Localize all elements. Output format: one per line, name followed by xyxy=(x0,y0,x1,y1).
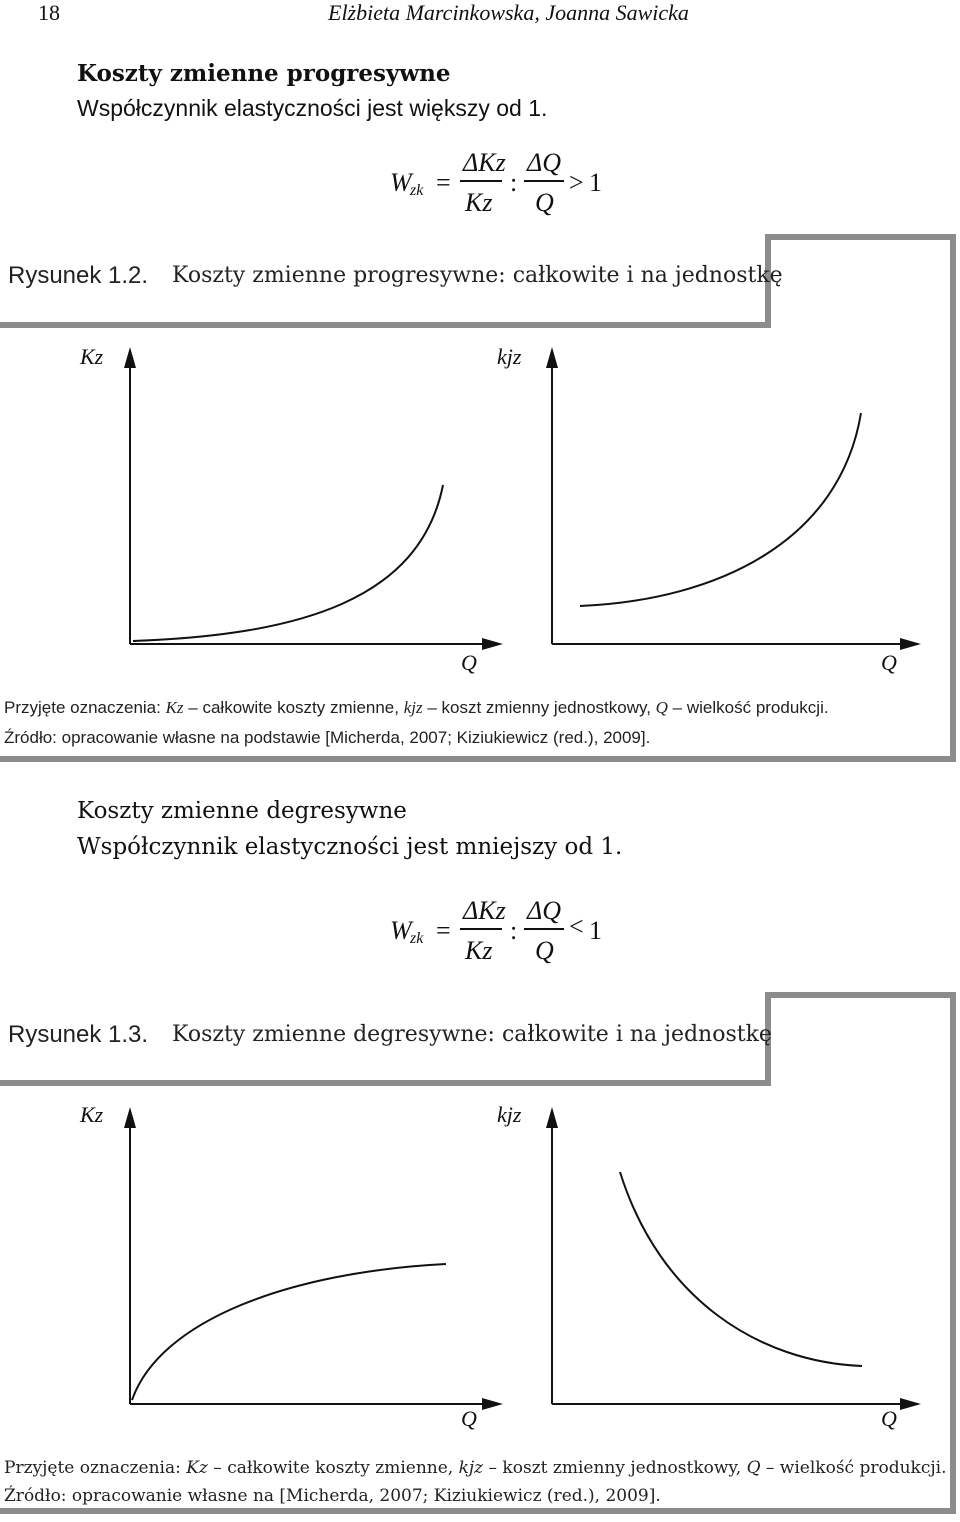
formula-den1: Kz xyxy=(465,188,493,217)
formula-den2: Q xyxy=(535,936,554,965)
notes-desc-kz: – całkowite koszty zmienne, xyxy=(207,1458,459,1478)
axis-label-kjz: kjz xyxy=(497,1102,522,1127)
x-axis-arrow xyxy=(482,1398,503,1410)
figure-source-1-2: Źródło: opracowanie własne na podstawie [Micherda, 2007; Kiziukiewicz (red.), 2009]. xyxy=(4,728,651,747)
figure-label-1-2: Rysunek 1.2. xyxy=(8,262,149,289)
formula-lhs: W xyxy=(390,916,412,945)
formula-lhs-sub: zk xyxy=(410,930,424,947)
axis-label-q: Q xyxy=(461,650,477,675)
formula-rhs: 1 xyxy=(589,168,602,197)
formula-rel: > xyxy=(569,168,584,197)
axis-label-kz: Kz xyxy=(80,344,104,369)
formula-num1: ΔKz xyxy=(463,148,506,177)
notes-desc-q: – wielkość produkcji. xyxy=(760,1458,947,1478)
axis-label-kz: Kz xyxy=(80,1102,104,1127)
axis-label-kjz: kjz xyxy=(497,344,522,369)
figure-label-1-3: Rysunek 1.3. xyxy=(8,1021,149,1048)
section-title-degressive: Koszty zmienne degresywne xyxy=(77,798,407,824)
formula-lhs: W xyxy=(390,168,412,197)
notes-desc-kjz: – koszt zmienny jednostkowy, xyxy=(422,698,656,717)
notes-prefix: Przyjęte oznaczenia: xyxy=(4,1458,187,1478)
notes-desc-kjz: – koszt zmienny jednostkowy, xyxy=(483,1458,747,1478)
notes-symbol-q: Q xyxy=(746,1458,761,1478)
notes-prefix: Przyjęte oznaczenia: xyxy=(4,698,166,717)
figure-source-1-3: Źródło: opracowanie własne na [Micherda, 2007; Kiziukiewicz (red.), 2009]. xyxy=(4,1486,661,1506)
formula-eq: = xyxy=(436,916,451,945)
axis-label-q: Q xyxy=(881,650,897,675)
formula-num1: ΔKz xyxy=(463,896,506,925)
notes-symbol-kz: Kz xyxy=(165,698,184,717)
formula-den2: Q xyxy=(535,188,554,217)
axis-label-q: Q xyxy=(881,1406,897,1431)
formula-rhs: 1 xyxy=(589,916,602,945)
formula-num2: ΔQ xyxy=(527,896,562,925)
notes-symbol-q: Q xyxy=(655,698,668,717)
formula-rel: < xyxy=(569,912,584,941)
formula-den1: Kz xyxy=(465,936,493,965)
notes-symbol-kjz: kjz xyxy=(403,698,423,717)
figure-title-1-2: Koszty zmienne progresywne: całkowite i na jednostkę xyxy=(172,263,783,288)
figure-title-1-3: Koszty zmienne degresywne: całkowite i na jednostkę xyxy=(172,1022,772,1047)
formula-colon: : xyxy=(510,168,518,197)
curve-kz-concave xyxy=(132,1264,446,1400)
chart-kz-degressive xyxy=(124,1107,503,1410)
x-axis-arrow xyxy=(900,1398,921,1410)
running-head-authors: Elżbieta Marcinkowska, Joanna Sawicka xyxy=(328,0,689,25)
curve-kjz-falling xyxy=(620,1172,862,1366)
formula-eq: = xyxy=(436,168,451,197)
axis-label-q: Q xyxy=(461,1406,477,1431)
formula-num2: ΔQ xyxy=(527,148,562,177)
figure-notes-1-3 xyxy=(4,1458,947,1478)
y-axis-arrow xyxy=(546,1107,558,1128)
section-text-progressive: Współczynnik elastyczności jest większy od 1. xyxy=(77,95,548,121)
formula-lhs-sub: zk xyxy=(410,182,424,199)
notes-symbol-kz: Kz xyxy=(186,1458,208,1478)
notes-desc-kz: – całkowite koszty zmienne, xyxy=(183,698,404,717)
page-number: 18 xyxy=(38,0,60,25)
notes-symbol-kjz: kjz xyxy=(458,1458,484,1478)
chart-kjz-decreasing xyxy=(546,1107,921,1410)
section-title-progressive: Koszty zmienne progresywne xyxy=(77,60,451,87)
notes-desc-q: – wielkość produkcji. xyxy=(667,698,829,717)
y-axis-arrow xyxy=(124,1107,136,1128)
formula-colon: : xyxy=(510,916,518,945)
section-text-degressive: Współczynnik elastyczności jest mniejszy od 1. xyxy=(77,834,623,860)
